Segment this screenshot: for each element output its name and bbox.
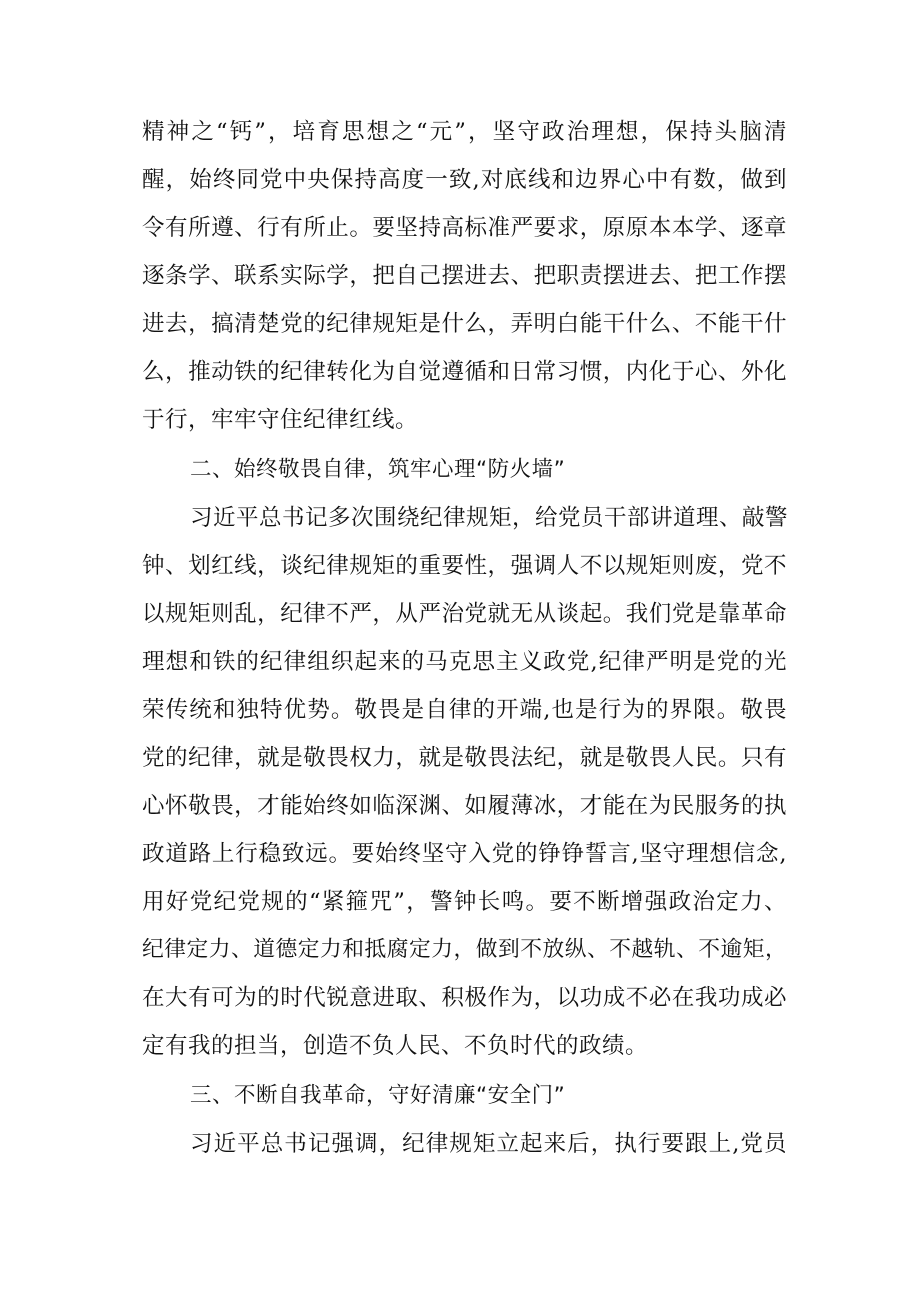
paragraph-2-line-2: 钟、划红线，谈纪律规矩的重要性，强调人不以规矩则废，党不 <box>142 553 787 579</box>
paragraph-1-line-2: 醒，始终同党中央保持高度一致,对底线和边界心中有数，做到 <box>142 167 787 193</box>
paragraph-2-line-8: 政道路上行稳致远。要始终坚守入党的铮铮誓言,坚守理想信念, <box>142 841 787 867</box>
paragraph-2-line-6: 党的纪律，就是敬畏权力，就是敬畏法纪，就是敬畏人民。只有 <box>142 745 787 771</box>
paragraph-2-line-10: 纪律定力、道德定力和抵腐定力，做到不放纵、不越轨、不逾矩， <box>142 937 788 962</box>
paragraph-3-line-1: 习近平总书记强调，纪律规矩立起来后，执行要跟上,党员 <box>190 1131 787 1157</box>
paragraph-1-line-5: 进去，搞清楚党的纪律规矩是什么，弄明白能干什么、不能干什 <box>142 311 787 337</box>
paragraph-2-line-11: 在大有可为的时代锐意进取、积极作为，以功成不必在我功成必 <box>142 985 787 1011</box>
paragraph-1-line-4: 逐条学、联系实际学，把自己摆进去、把职责摆进去、把工作摆 <box>142 263 787 289</box>
paragraph-2-line-5: 荣传统和独特优势。敬畏是自律的开端,也是行为的界限。敬畏 <box>142 697 787 723</box>
paragraph-1-line-6: 么，推动铁的纪律转化为自觉遵循和日常习惯，内化于心、外化 <box>142 359 787 385</box>
paragraph-1-line-1: 精神之“钙”，培育思想之“元”，坚守政治理想，保持头脑清 <box>142 119 787 145</box>
paragraph-1-line-7: 于行，牢牢守住纪律红线。 <box>142 407 419 433</box>
paragraph-2-line-4: 理想和铁的纪律组织起来的马克思主义政党,纪律严明是党的光 <box>142 649 787 675</box>
paragraph-1-line-3: 令有所遵、行有所止。要坚持高标准严要求，原原本本学、逐章 <box>142 215 787 241</box>
paragraph-2-line-12: 定有我的担当，创造不负人民、不负时代的政绩。 <box>142 1033 649 1059</box>
paragraph-2-line-3: 以规矩则乱，纪律不严，从严治党就无从谈起。我们党是靠革命 <box>142 601 787 627</box>
section-heading-3: 三、不断自我革命，守好清廉“安全门” <box>190 1083 566 1108</box>
section-heading-2: 二、始终敬畏自律，筑牢心理“防火墙” <box>190 457 566 482</box>
paragraph-2-line-9: 用好党纪党规的“紧箍咒”，警钟长鸣。要不断增强政治定力、 <box>142 889 787 915</box>
paragraph-2-line-7: 心怀敬畏，才能始终如临深渊、如履薄冰，才能在为民服务的执 <box>142 793 787 819</box>
paragraph-2-line-1: 习近平总书记多次围绕纪律规矩，给党员干部讲道理、敲警 <box>190 505 789 531</box>
